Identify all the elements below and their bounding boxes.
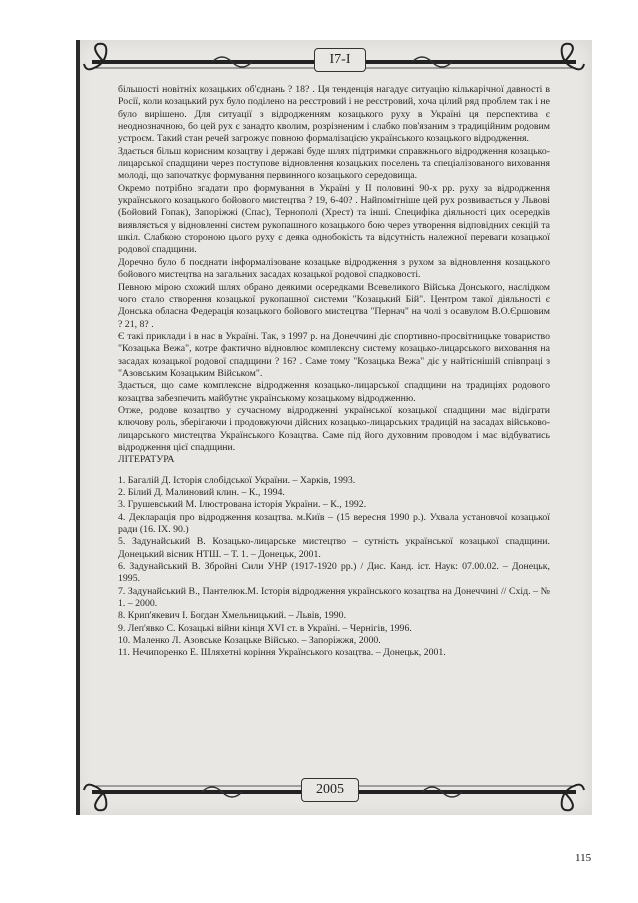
reference-item: 3. Грушевський М. Ілюстрована історія України. – К., 1992. [118, 499, 367, 511]
paragraph: Здається більш корисним козацтву і державі буде шлях підтримки справжнього відродження козацько-лицарської спадщини через поступове відновлення козацьких поселень та спеціалізованого виховання молоді, що започаткує формування первинного козацького середовища. [118, 145, 550, 182]
references-heading: ЛІТЕРАТУРА [118, 454, 175, 466]
scanned-page [76, 40, 592, 815]
year-label: 2005 [301, 778, 359, 802]
reference-item: 7. Задунайський В., Пантелюк.М. Історія відродження українського козацтва на Донеччині // Схід. – № 1. – 2000. [118, 585, 550, 610]
paragraph: Окремо потрібно згадати про формування в Україні у ІІ половині 90-х рр. руху за відродження українського козацького бойового мистецтва ? 19, 6-40? . Найпомітніше цей рух розвивається у Львові (Бойовий Гопак), Запоріжжі (Спас), Тернополі (Хрест) та інші. Специфіка діяльності цих осередків виявляється у відновленні систем рукопашного козацького бою через утворення відповідних секцій та шкіл. Слабкою стороною цього руху є деяка однобокість та відсутність належної переваги козацької родової спадщини. [118, 182, 550, 256]
article-body [118, 84, 550, 660]
reference-item: 11. Нечипоренко Е. Шляхетні коріння Українського козацтва. – Донецьк, 2001. [118, 647, 446, 659]
reference-item: 9. Леп'явко С. Козацькі війни кінця XVI ст. в Україні. – Чернігів, 1996. [118, 622, 412, 634]
reference-item: 5. Задунайський В. Козацько-лицарське мистецтво – сутність української козацької спадщини. Донецький вісник НТШ. – Т. 1. – Донецьк, 2001. [118, 536, 550, 560]
paragraph: Здається, що саме комплексне відродження козацько-лицарської спадщини на традиціях родового козацтва забезпечить майбутнє українському козацькому відродженню. [118, 380, 550, 404]
page-label: І7-І [314, 48, 366, 72]
scan-edge-shadow [76, 40, 80, 815]
paragraph: Певною мірою схожий шлях обрано деякими осередками Всевеликого Війська Донського, наслідком чого стало створення козацької рукопашної системи "Козацький Бій". Центром такої діяльності є Донська обласна Федерація козацького бойового мистецтва "Пернач" на чолі з осавулом В.О.Єршовим ? 21, 8? . [118, 281, 550, 330]
paragraph: більшості новітніх козацьких об'єднань ? 18? . Ця тенденція нагадує ситуацію кількарічної давності в Росії, коли козацький рух було поділено на реєстровий і не реєстровий, хоча цілий ряд проблем так і не було вирішено. Для ситуації з відродженням козацького руху в Україні ця перспектива є неоднозначною, бо цей рух є занадто кволим, розрізненим і слабко пов'язаним з традиційним родовим устроєм. Такий стан речей загрожує повною формалізацією українського козацького відродження. [118, 84, 550, 145]
reference-item: 8. Крип'якевич І. Богдан Хмельницький. – Львів, 1990. [118, 610, 347, 622]
reference-item: 1. Багалій Д. Історія слобідської України. – Харків, 1993. [118, 474, 356, 486]
reference-item: 10. Маленко Л. Азовське Козацьке Військо. – Запоріжжя, 2000. [118, 635, 381, 647]
reference-item: 6. Задунайський В. Збройні Сили УНР (1917-1920 рр.) / Дис. Канд. іст. Наук: 07.00.02. – Донецьк, 1995. [118, 561, 550, 585]
paragraph: Доречно було б поєднати інформалізоване козацьке відродження з рухом за відновлення козацького бойового мистецтва на загальних засадах козацької родової спадковості. [118, 256, 550, 281]
paragraph: Отже, родове козацтво у сучасному відродженні української козацької спадщини має відіграти ключову роль, зберігаючи і продовжуючи дійсних козацько-лицарських традицій на засадах військово-лицарського мистецтва Українського Козацтва. Саме під його духовним проводом і має відбуватись відродження цієї спадщини. [118, 404, 550, 453]
reference-item: 2. Білий Д. Малиновий клин. – К., 1994. [118, 487, 285, 498]
references-list [118, 475, 550, 660]
page-number: 115 [575, 852, 592, 864]
reference-item: 4. Декларація про відродження козацтва. м.Київ – (15 вересня 1990 р.). Ухвала установчої козацької ради (16. ІХ. 90.) [118, 511, 550, 536]
paragraph: Є такі приклади і в нас в Україні. Так, з 1997 р. на Донеччині діє спортивно-просвітницьке товариство "Козацька Вежа", котре фактично відновлює комплексну систему козацько-лицарського виховання на засадах козацької родової спадщини ? 16? . Саме тому "Козацька Вежа" діє у найтіснішій співпраці з "Азовським Козацьким Військом". [118, 330, 550, 379]
